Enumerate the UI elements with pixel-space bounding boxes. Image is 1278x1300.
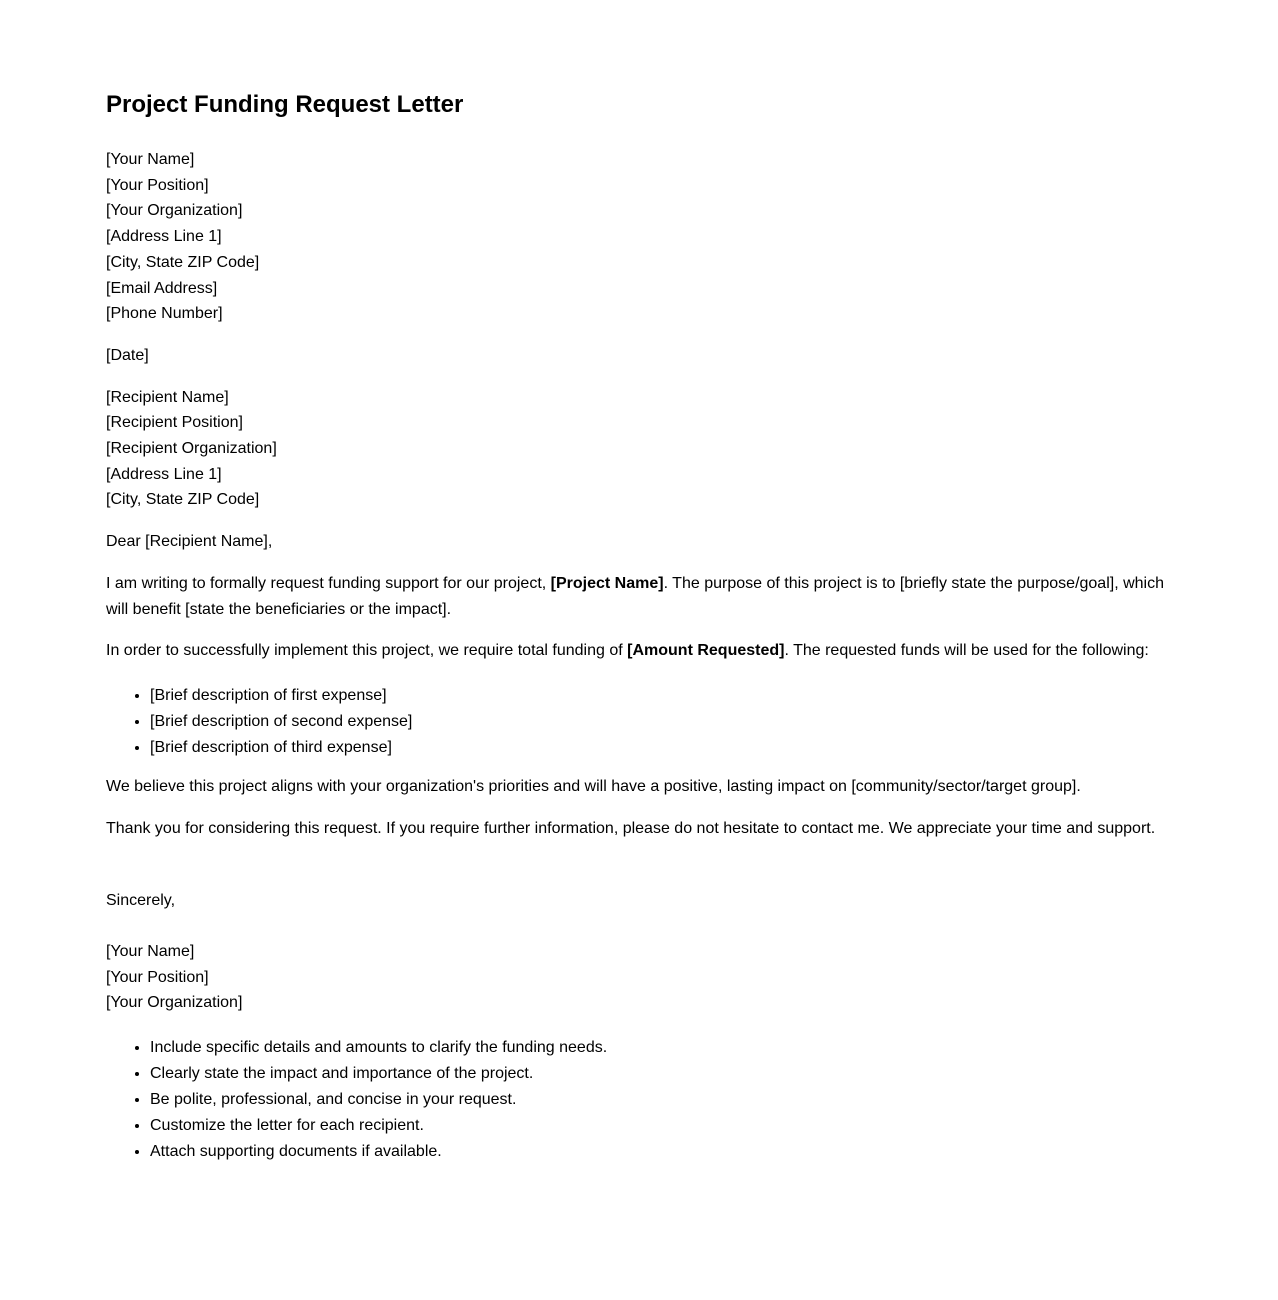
signature-organization: [Your Organization] [106,994,243,1012]
project-name-placeholder: [Project Name] [550,574,664,592]
list-item: • Customize the letter for each recipient. [150,1113,1186,1139]
sender-email: [Email Address] [106,279,218,297]
paragraph-thanks: Thank you for considering this request. If you require further information, please do not hesitate to contact me. We appreciate your time and support. [106,819,1156,837]
signature-block [106,939,1186,1016]
list-item: • [Brief description of second expense] [150,709,1186,735]
tips-list [106,1035,1186,1165]
signature-position: [Your Position] [106,968,209,986]
page-title: Project Funding Request Letter [106,91,464,118]
paragraph-purpose-text-1: I am writing to formally request funding support for our project, [106,574,551,592]
expense-list [106,683,1186,761]
paragraph-funding-text-2: . The requested funds will be used for the following: [784,642,1149,660]
salutation: Dear [Recipient Name], [106,533,273,551]
paragraph-purpose [106,571,1186,622]
closing: Sincerely, [106,892,176,910]
list-item: • Attach supporting documents if available. [150,1139,1186,1165]
sender-address-block [106,147,1186,327]
list-item: • [Brief description of third expense] [150,735,1186,761]
signature-name: [Your Name] [106,943,195,961]
recipient-address-block [106,385,1186,514]
recipient-address-line-1: [Address Line 1] [106,465,222,483]
paragraph-purpose-text-2: . The purpose of this project is to [briefly state the purpose/goal], which will benefit [state the beneficiaries or the impact]. [106,574,1164,618]
list-item: • Include specific details and amounts to clarify the funding needs. [150,1035,1186,1061]
list-item: • Be polite, professional, and concise in your request. [150,1087,1186,1113]
sender-name: [Your Name] [106,151,195,168]
recipient-name: [Recipient Name] [106,388,229,406]
paragraph-funding-text-1: In order to successfully implement this project, we require total funding of [106,642,628,660]
recipient-city-state-zip: [City, State ZIP Code] [106,491,260,509]
list-item: • Clearly state the impact and importance of the project. [150,1061,1186,1087]
recipient-organization: [Recipient Organization] [106,440,277,458]
amount-requested-placeholder: [Amount Requested] [627,642,785,660]
list-item: • [Brief description of first expense] [150,683,1186,709]
sender-address-line-1: [Address Line 1] [106,228,222,246]
paragraph-alignment: We believe this project aligns with your organization's priorities and will have a positive, lasting impact on [community/sector/target group]. [106,777,1081,795]
sender-position: [Your Position] [106,176,209,194]
paragraph-funding [106,638,1186,664]
sender-phone: [Phone Number] [106,305,223,323]
sender-organization: [Your Organization] [106,202,243,220]
recipient-position: [Recipient Position] [106,414,243,432]
letter-date: [Date] [106,346,149,364]
sender-city-state-zip: [City, State ZIP Code] [106,253,260,271]
